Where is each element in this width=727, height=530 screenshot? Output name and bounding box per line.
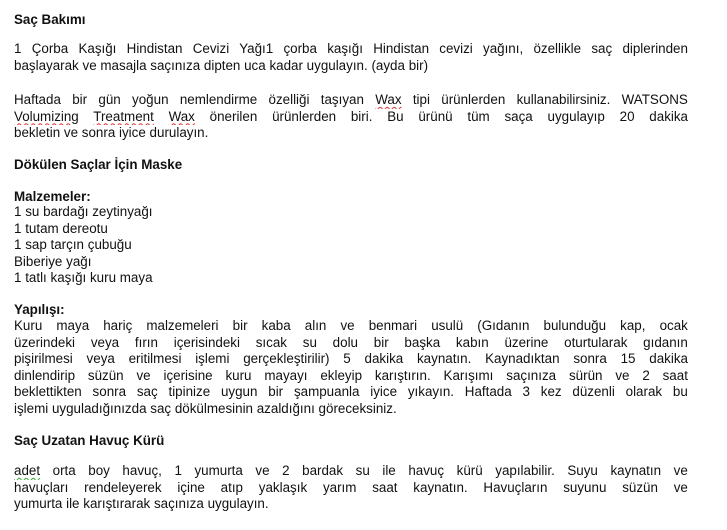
- list-item: Biberiye yağı: [14, 253, 92, 269]
- list-item: 1 su bardağı zeytinyağı: [14, 204, 153, 219]
- spellcheck-word: Wax: [168, 108, 195, 124]
- paragraph-havuc: [14, 463, 688, 513]
- list-item: 1 tatlı kaşığı kuru maya: [14, 270, 153, 285]
- text-line: havuçları rendeleyerek içine atıp yaklaşık yarım saat kaynatın. Havuçların suyunu süzün ve: [14, 479, 688, 495]
- spellcheck-word: adet: [14, 463, 41, 478]
- text-line: Volumizing Treatment Wax önerilen ürünlerden biri. Bu ürünü tüm saça uygulayıp 20 dakika: [14, 108, 688, 124]
- spellcheck-word: Wax: [375, 92, 402, 107]
- text-line: yumurta ile karıştırarak saçınıza uygulayın.: [14, 496, 269, 511]
- text-line: pişirilmesi veya eritilmesi işlemi gerçekleştirilir) 5 dakika kaynatın. Kaynadıktan sonra 15 dakika: [14, 351, 688, 366]
- spellcheck-word: Treatment: [93, 108, 154, 124]
- text-line: Haftada bir gün yoğun nemlendirme özelliği taşıyan Wax tipi ürünlerden kullanabilirsiniz. WATSONS: [14, 92, 688, 107]
- text-line: dinlendirip süzün ve içerisine kuru mayayı ekleyip karıştırın. Karışımı saçınıza sürün ve 2 saat: [14, 367, 688, 383]
- paragraph-hindistan-cevizi: [14, 41, 688, 74]
- ingredients-label: Malzemeler:: [14, 189, 91, 204]
- text-line: işlemi uyguladığınızda saç dökülmesinin azaldığını göreceksiniz.: [14, 400, 397, 416]
- heading-sac-bakimi: Saç Bakımı: [14, 12, 86, 27]
- heading-maske: Dökülen Saçlar İçin Maske: [14, 157, 183, 172]
- method-label: Yapılışı:: [14, 302, 65, 317]
- spellcheck-word: Volumizing: [14, 108, 79, 124]
- list-item: 1 tutam dereotu: [14, 220, 108, 236]
- paragraph-wax: [14, 92, 688, 142]
- text-line: başlayarak ve masajla saçınıza dipten uca kadar uygulayın. (ayda bir): [14, 57, 429, 73]
- heading-havuc: Saç Uzatan Havuç Kürü: [14, 433, 165, 448]
- text-line: 1 Çorba Kaşığı Hindistan Cevizi Yağı1 çorba kaşığı Hindistan cevizi yağını, özellikle saç diplerinden: [14, 41, 688, 56]
- ingredients-list: [14, 204, 688, 287]
- text-line: adet orta boy havuç, 1 yumurta ve 2 bardak su ile havuç kürü yapılabilir. Suyu kaynatın ve: [14, 463, 688, 478]
- list-item: 1 sap tarçın çubuğu: [14, 237, 132, 252]
- text-line: Kuru maya hariç malzemeleri bir kaba alın ve benmari usulü (Gıdanın bulunduğu kap, ocak: [14, 318, 688, 333]
- method-paragraph: [14, 318, 688, 417]
- text-line: üzerindeki veya fırın içerisindeki sıcak su dolu bir başka kabın üzerine oturtularak gıdanın: [14, 334, 688, 350]
- text-line: bekletin ve sonra iyice durulayın.: [14, 125, 209, 140]
- text-line: beklettikten sonra saç tipinize uygun bir şampuanla iyice yıkayın. Haftada 3 kez düzenli olarak bu: [14, 384, 688, 399]
